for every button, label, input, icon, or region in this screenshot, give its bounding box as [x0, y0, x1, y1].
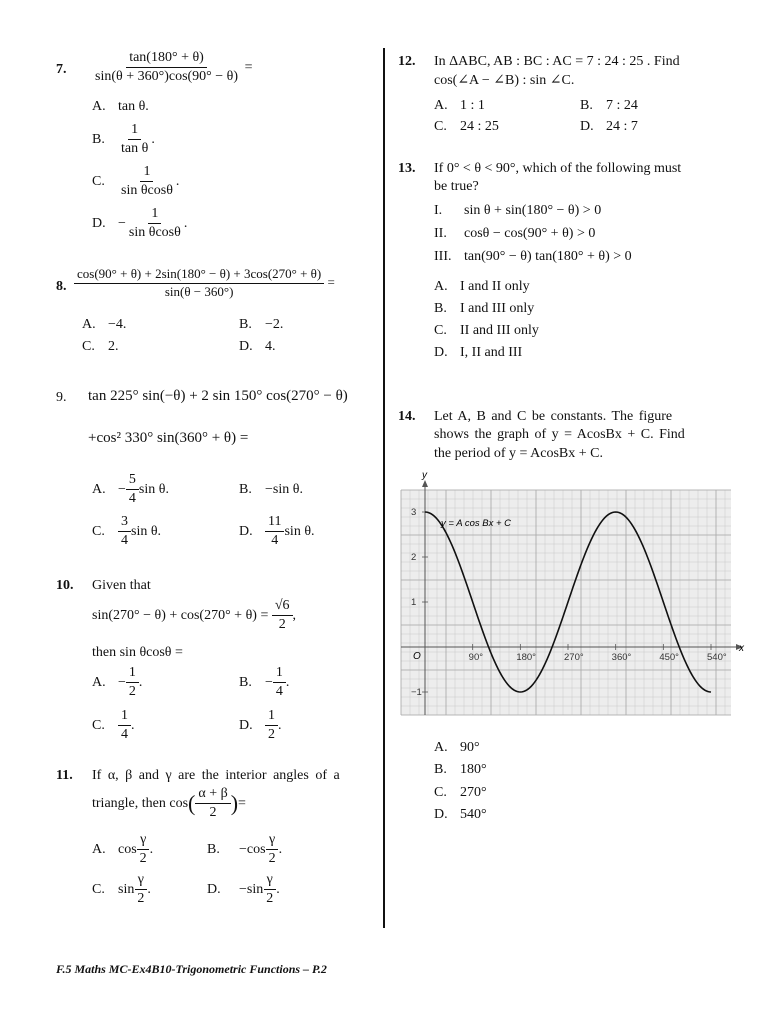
- option-d[interactable]: D. 24 : 7: [580, 119, 638, 134]
- option-d[interactable]: D. −sin $\frac{\gamma}{2}$ .: [207, 872, 280, 907]
- statement-iii: III. tan(90° − θ) tan(180° + θ) > 0: [434, 249, 632, 264]
- option-a[interactable]: A. tan θ.: [92, 99, 149, 114]
- question-number: 14.: [398, 409, 416, 424]
- option-c[interactable]: C. $\frac{1}{4}$ .: [92, 708, 135, 743]
- x-tick-label: 450°: [659, 652, 679, 663]
- option-b[interactable]: B. −2.: [239, 317, 284, 332]
- x-tick-label: 540°: [707, 652, 727, 663]
- option-d[interactable]: D. − $\frac{1}{\text{sin θcosθ}}$ .: [92, 206, 188, 241]
- question-line-2: shows the graph of y = AcosBx + C. Find: [434, 427, 685, 442]
- x-axis-label: x: [739, 643, 744, 654]
- y-tick-label: −1: [411, 687, 422, 698]
- origin-label: O: [413, 651, 421, 662]
- column-divider: [383, 48, 385, 928]
- question-expression: $\frac{\cos(90^\circ + \theta) + 2\sin(180^\circ - \theta) + 3\cos(270^\circ + \theta)}{\sin(\theta - 360^\circ)}$ =: [74, 267, 335, 300]
- option-d[interactable]: D. 540°: [434, 807, 487, 822]
- question-line-2: triangle, then cos( $\frac{\alpha + \beta}{2}$ )=: [92, 786, 246, 821]
- option-b[interactable]: B. $\frac{1}{\text{tan θ}}$ .: [92, 122, 155, 157]
- x-tick-label: 90°: [468, 652, 484, 663]
- x-tick-label: 180°: [516, 652, 536, 663]
- question-number: 8.: [56, 279, 67, 294]
- option-d[interactable]: D. $\frac{11}{4}$ sin θ.: [239, 514, 315, 549]
- option-c[interactable]: C. 270°: [434, 785, 487, 800]
- option-b[interactable]: B. − $\frac{1}{4}$ .: [239, 665, 290, 700]
- question-expression: $\frac{\tan(180^\circ + \theta)}{\sin(\theta + 360^\circ)\cos(90^\circ - \theta)}$ =: [95, 50, 253, 85]
- question-line-1: In ΔABC, AB : BC : AC = 7 : 24 : 25 . Find: [434, 54, 680, 69]
- question-number: 10.: [56, 578, 74, 593]
- question-number: 7.: [56, 62, 67, 77]
- option-c[interactable]: C. 2.: [82, 339, 119, 354]
- option-a[interactable]: A. I and II only: [434, 279, 530, 294]
- question-number: 12.: [398, 54, 416, 69]
- question-line-1: Let A, B and C be constants. The figure: [434, 409, 673, 424]
- option-c[interactable]: C. $\frac{1}{\text{sin θcosθ}}$ .: [92, 164, 180, 199]
- question-line-3: the period of y = AcosBx + C.: [434, 446, 603, 461]
- question-number: 11.: [56, 768, 73, 783]
- question-line-2: be true?: [434, 179, 479, 194]
- curve-label: y = A cos Bx + C: [441, 518, 512, 529]
- y-axis-arrow: [422, 480, 428, 487]
- question-line-2: +cos² 330° sin(360° + θ) =: [88, 430, 249, 446]
- option-b[interactable]: B. 180°: [434, 762, 487, 777]
- option-b[interactable]: B. 7 : 24: [580, 98, 638, 113]
- question-line-2: cos(∠A − ∠B) : sin ∠C.: [434, 73, 575, 88]
- cosine-graph: [395, 472, 745, 722]
- option-b[interactable]: B. I and III only: [434, 301, 535, 316]
- y-tick-label: 3: [411, 507, 417, 518]
- question-intro: Given that: [92, 578, 151, 593]
- question-line-1: If α, β and γ are the interior angles of a: [92, 768, 340, 783]
- x-tick-label: 270°: [564, 652, 584, 663]
- question-line-1: tan 225° sin(−θ) + 2 sin 150° cos(270° − θ): [88, 388, 348, 404]
- option-c[interactable]: C. $\frac{3}{4}$ sin θ.: [92, 514, 162, 549]
- option-a[interactable]: A. cos $\frac{\gamma}{2}$ .: [92, 832, 154, 867]
- option-a[interactable]: A. 1 : 1: [434, 98, 485, 113]
- question-number: 13.: [398, 161, 416, 176]
- option-c[interactable]: C. sin $\frac{\gamma}{2}$ .: [92, 872, 151, 907]
- option-d[interactable]: D. I, II and III: [434, 345, 523, 360]
- statement-i: I. sin θ + sin(180° − θ) > 0: [434, 203, 602, 218]
- option-b[interactable]: B. −sin θ.: [239, 482, 303, 497]
- option-d[interactable]: D. $\frac{1}{2}$ .: [239, 708, 282, 743]
- y-tick-label: 2: [411, 552, 417, 563]
- statement-ii: II. cosθ − cos(90° + θ) > 0: [434, 226, 596, 241]
- option-a[interactable]: A. −4.: [82, 317, 127, 332]
- option-a[interactable]: A. − $\frac{1}{2}$ .: [92, 665, 143, 700]
- option-b[interactable]: B. −cos $\frac{\gamma}{2}$ .: [207, 832, 283, 867]
- y-axis-label: y: [422, 472, 427, 481]
- question-line-1: If 0° < θ < 90°, which of the following must: [434, 161, 682, 176]
- page-footer: F.5 Maths MC-Ex4B10-Trigonometric Functions – P.2: [56, 962, 327, 976]
- x-tick-label: 360°: [611, 652, 632, 663]
- option-a[interactable]: A. 90°: [434, 740, 480, 755]
- y-tick-label: 1: [411, 597, 417, 608]
- option-c[interactable]: C. II and III only: [434, 323, 539, 338]
- option-d[interactable]: D. 4.: [239, 339, 276, 354]
- option-a[interactable]: A. − $\frac{5}{4}$ sin θ.: [92, 472, 169, 507]
- question-equation: sin(270° − θ) + cos(270° + θ) = $\frac{√6}{2}$ ,: [92, 598, 297, 633]
- option-c[interactable]: C. 24 : 25: [434, 119, 499, 134]
- question-number: 9.: [56, 390, 67, 405]
- question-then: then sin θcosθ =: [92, 645, 183, 660]
